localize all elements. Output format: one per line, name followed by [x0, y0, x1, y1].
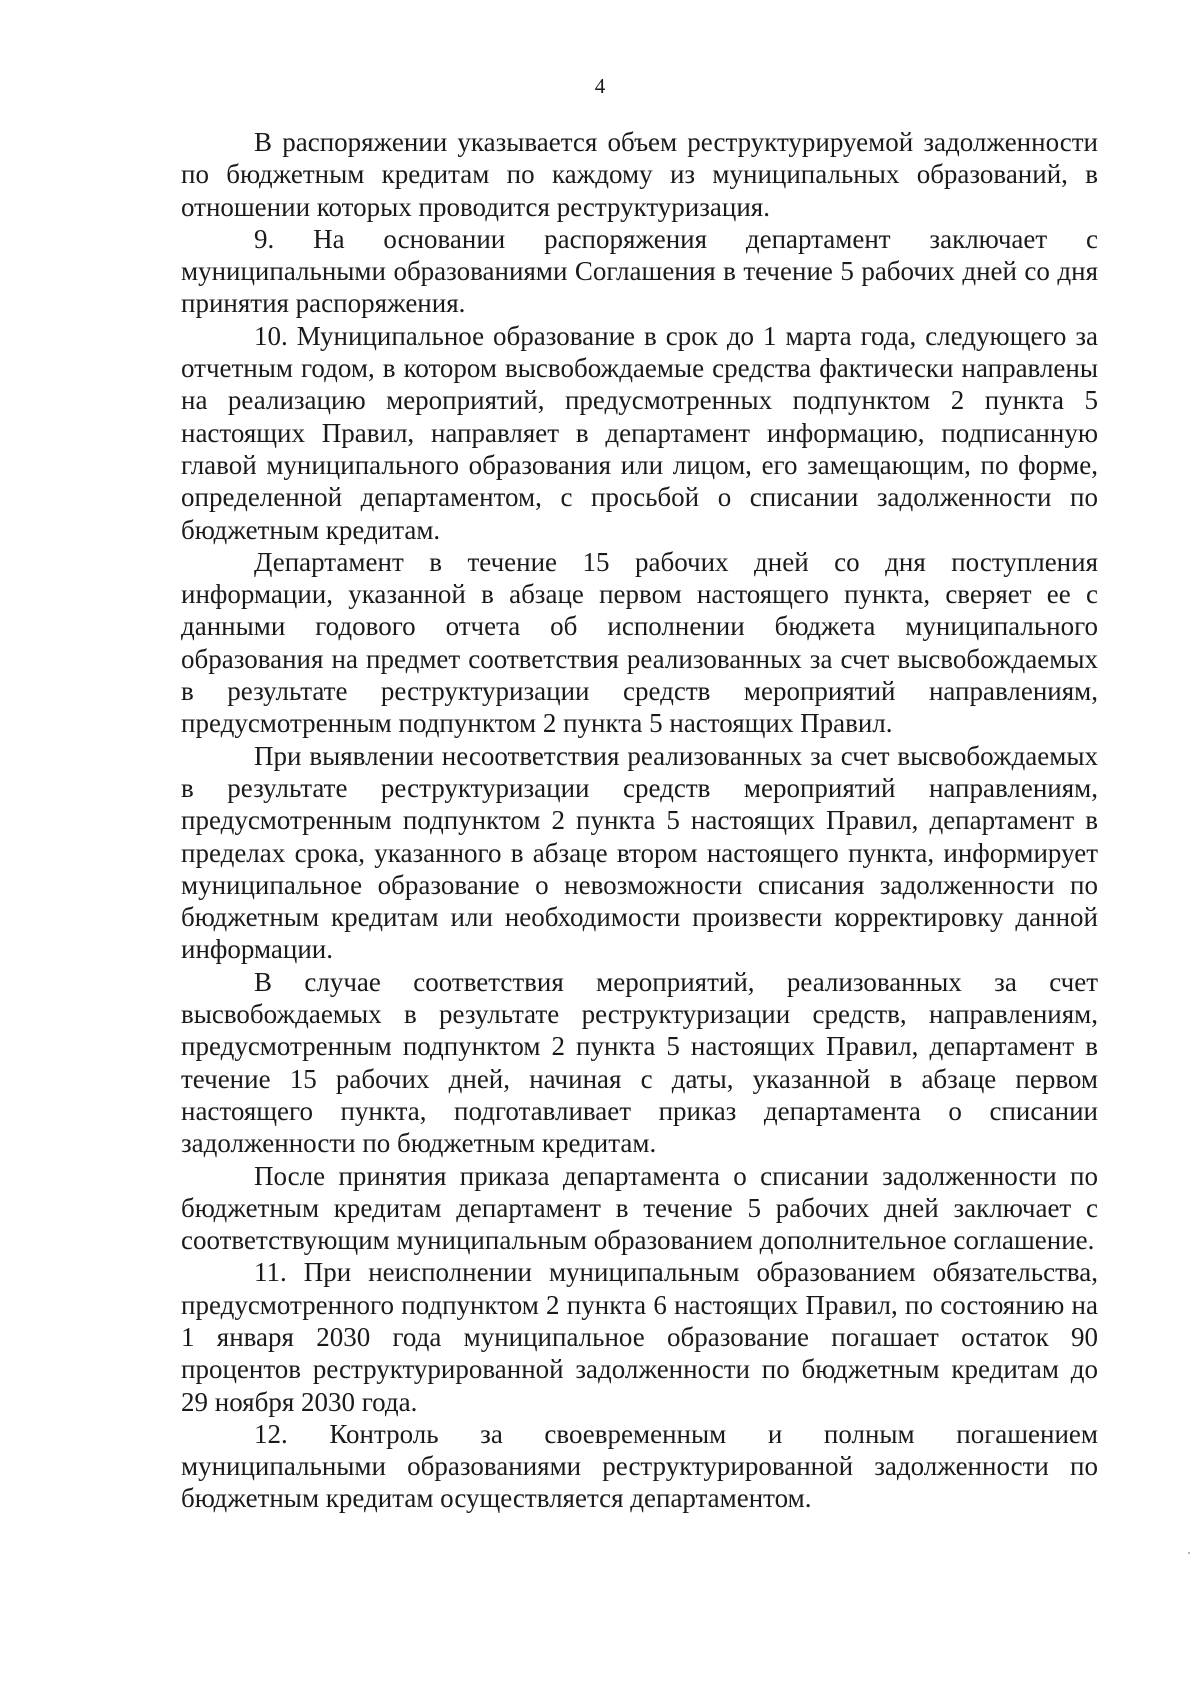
document-body	[181, 126, 1098, 1515]
paragraph-department-check: Департамент в течение 15 рабочих дней со дня поступления информации, указанной в абзаце первом настоящего пункта, сверяет ее с данными годового отчета об исполнении бюджета муниципального образования на предмет соответствия реализованных за счет высвобождаемых в результате реструктуризации средств мероприятий направлениям, предусмотренным подпунктом 2 пункта 5 настоящих Правил.	[181, 546, 1098, 739]
paragraph-item-9: 9. На основании распоряжения департамент заключает с муниципальными образованиями Соглашения в течение 5 рабочих дней со дня принятия распоряжения.	[181, 223, 1098, 319]
paragraph-compliance: В случае соответствия мероприятий, реализованных за счет высвобождаемых в результате реструктуризации средств, направлениям, предусмотренным подпунктом 2 пункта 5 настоящих Правил, департамент в течение 15 рабочих дней, начиная с даты, указанной в абзаце первом настоящего пункта, подготавливает приказ департамента о списании задолженности по бюджетным кредитам.	[181, 966, 1098, 1159]
paragraph-additional-agreement: После принятия приказа департамента о списании задолженности по бюджетным кредитам департамент в течение 5 рабочих дней заключает с соответствующим муниципальным образованием дополнительное соглашение.	[181, 1160, 1098, 1256]
paragraph-item-10: 10. Муниципальное образование в срок до 1 марта года, следующего за отчетным годом, в котором высвобождаемые средства фактически направлены на реализацию мероприятий, предусмотренных подпунктом 2 пункта 5 настоящих Правил, направляет в департамент информацию, подписанную главой муниципального образования или лицом, его замещающим, по форме, определенной департаментом, с просьбой о списании задолженности по бюджетным кредитам.	[181, 320, 1098, 545]
scan-speck	[1188, 1552, 1190, 1554]
paragraph-item-12: 12. Контроль за своевременным и полным погашением муниципальными образованиями реструктурированной задолженности по бюджетным кредитам осуществляется департаментом.	[181, 1418, 1098, 1514]
paragraph-item-11: 11. При неисполнении муниципальным образованием обязательства, предусмотренного подпунктом 2 пункта 6 настоящих Правил, по состоянию на 1 января 2030 года муниципальное образование погашает остаток 90 процентов реструктурированной задолженности по бюджетным кредитам до 29 ноября 2030 года.	[181, 1257, 1098, 1417]
paragraph-restructuring-volume: В распоряжении указывается объем реструктурируемой задолженности по бюджетным кредитам по каждому из муниципальных образований, в отношении которых проводится реструктуризация.	[181, 127, 1098, 222]
paragraph-mismatch: При выявлении несоответствия реализованных за счет высвобождаемых в результате реструктуризации средств мероприятий направлениям, предусмотренным подпунктом 2 пункта 5 настоящих Правил, департамент в пределах срока, указанного в абзаце втором настоящего пункта, информирует муниципальное образование о невозможности списания задолженности по бюджетным кредитам или необходимости произвести корректировку данной информации.	[181, 740, 1098, 965]
page-number: 4	[594, 74, 606, 98]
